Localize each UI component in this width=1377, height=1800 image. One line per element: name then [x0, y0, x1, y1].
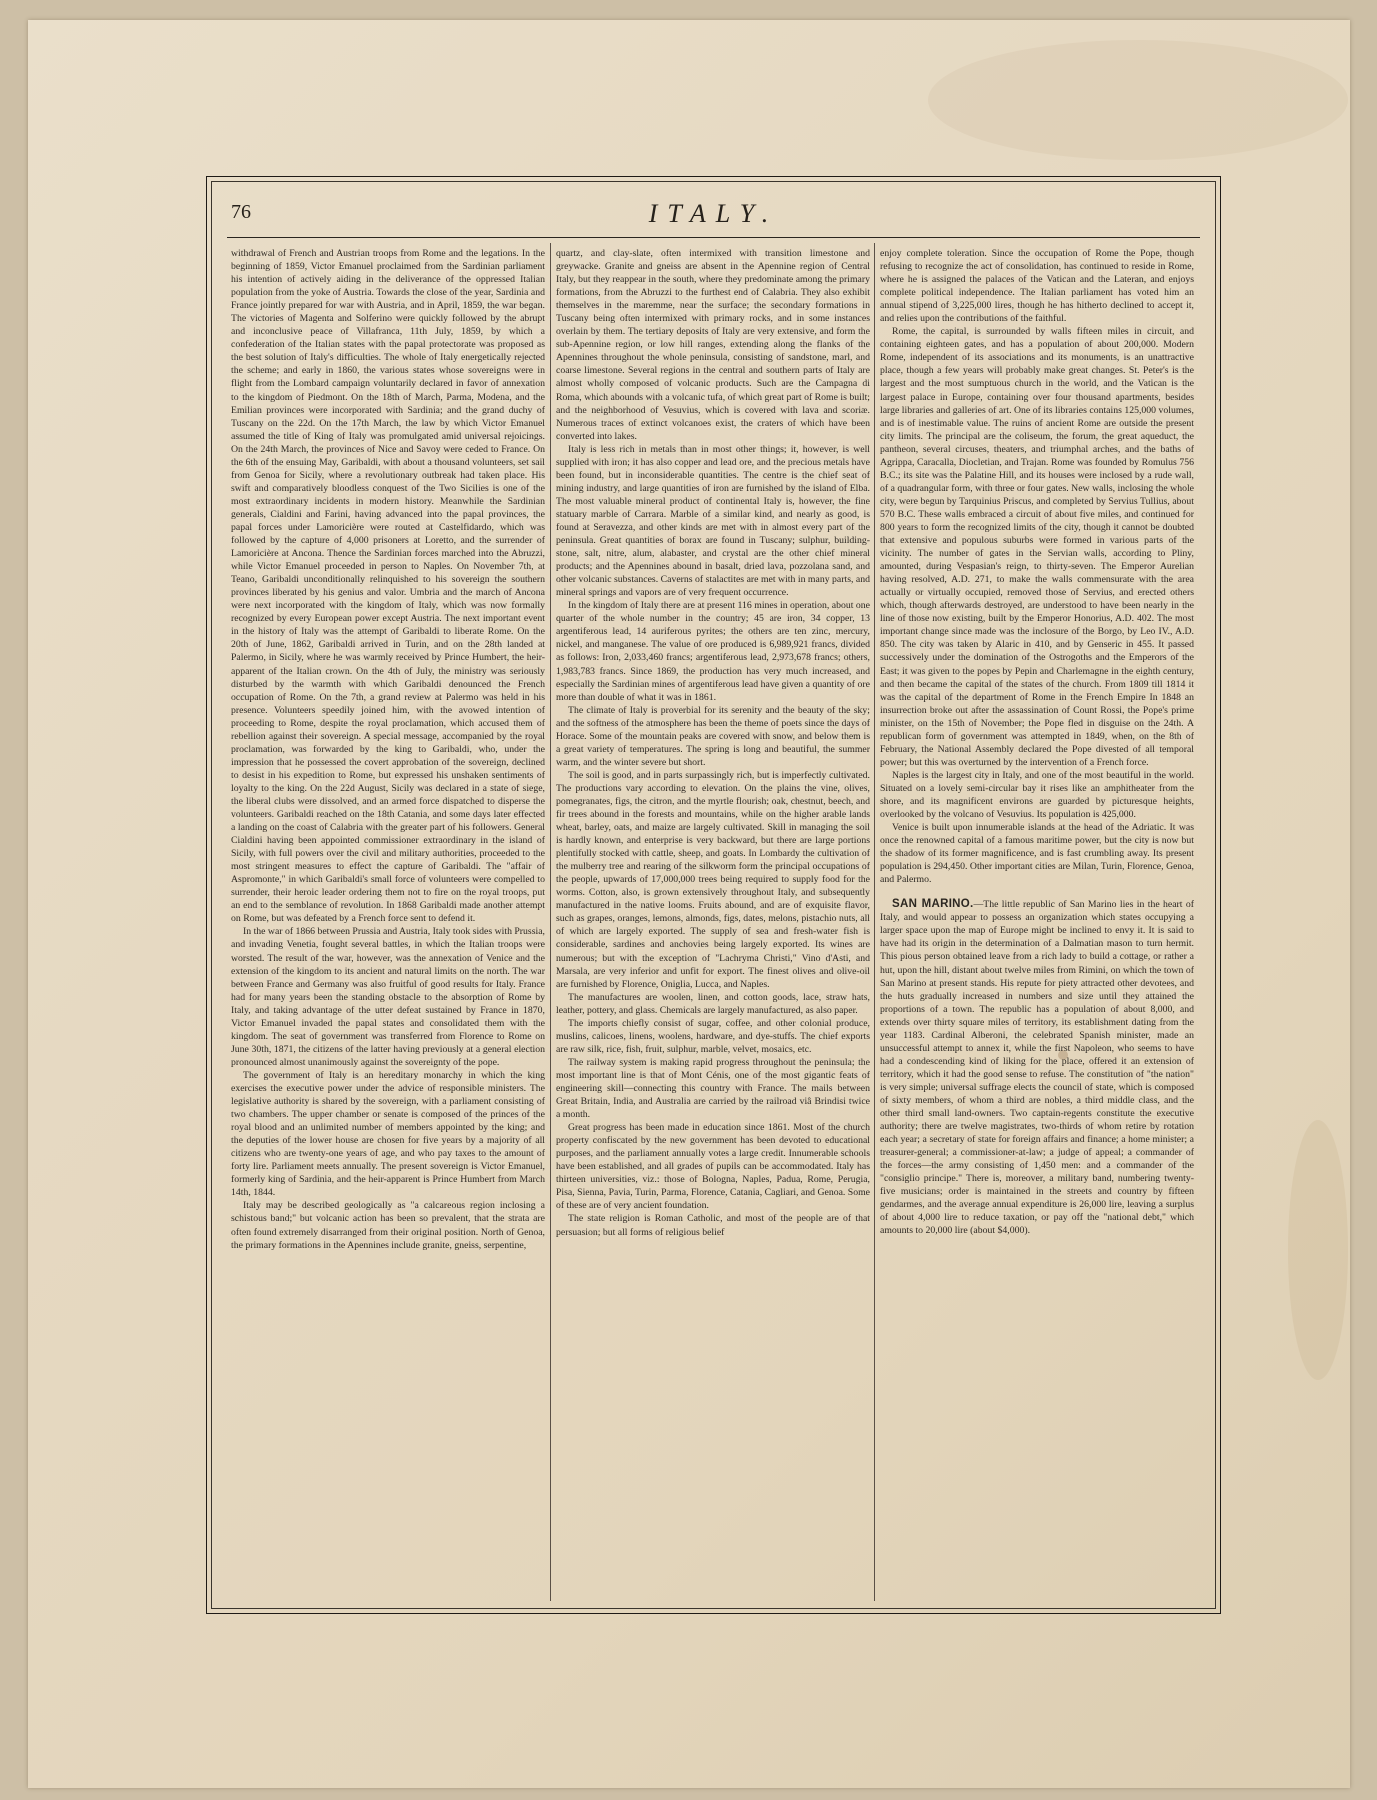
text-column-3: [880, 247, 1194, 1599]
paragraph: Venice is built upon innumerable islands at the head of the Adriatic. It was once the renowned capital of a famous maritime power, but the city is now but the shadow of its former magnificence, and is fast crumbling away. Its present population is 294,450. Other important cities are Milan, Turin, Florence, Genoa, and Palermo.: [880, 822, 1194, 886]
paragraph: The railway system is making rapid progress throughout the peninsula; the most important line is that of Mont Cénis, one of the most gigantic feats of engineering skill—connecting this country with France. The mails between Great Britain, India, and Australia are carried by the railroad viâ Brindisi twice a month.: [556, 1056, 870, 1121]
column-divider: [550, 243, 551, 1601]
text-column-2: [556, 247, 870, 1599]
section-text: —The little republic of San Marino lies in the heart of Italy, and would appear to possess an organization which states occupying a larger space upon the map of Europe might be inclined to envy it. It is said to have had its origin in the determination of a Dalmatian mason to turn hermit. This pious person obtained leave from a rich lady to build a cottage, or rather a hut, upon the hill, distant about twelve miles from Rimini, on which the town of San Marino at present stands. His repute for piety attracted other devotees, and the huts gradually increased in numbers and size until they attained the proportions of a town. The republic has a population of about 8,000, and extends over thirty square miles of territory, its establishment dating from the year 1183. Cardinal Alberoni, the celebrated Spanish minister, made an unsuccessful attempt to annex it, while the first Napoleon, who seems to have had a condescending kind of liking for the place, offered it an extension of territory, which it had the good sense to refuse. The constitution of "the nation" is very simple; universal suffrage elects the council of state, which is composed of sixty members, of whom a third are nobles, a third middle class, and the other third small land-owners. Two captain-regents constitute the executive authority; there are twelve magistrates, two-thirds of whom retire by rotation each year; a secretary of state for foreign affairs and finance; a home minister; a treasurer-general; a commissioner-at-law; a judge of appeal; a commander of the forces—the army consisting of 1,450 men: and a commander of the "consiglio principe." There is, moreover, a military band, numbering twenty-five musicians; order is maintained in the streets and country by fifteen gendarmes, and the average annual expenditure is 26,000 lire, leaving a surplus of about 4,000 lire to reduce taxation, or pay off the "national debt," which amounts to 20,000 lire (about $4,000).: [880, 899, 1194, 1237]
paragraph: The manufactures are woolen, linen, and cotton goods, lace, straw hats, leather, pottery, and glass. Chemicals are largely manufactured, as also paper.: [556, 991, 870, 1016]
paragraph: The climate of Italy is proverbial for its serenity and the beauty of the sky; and the softness of the atmosphere has been the theme of poets since the days of Horace. Some of the mountain peaks are covered with snow, and below them is a great variety of temperatures. The spring is long and beautiful, the summer warm, and the winter severe but short.: [556, 704, 870, 768]
paragraph: Great progress has been made in education since 1861. Most of the church property confiscated by the new government has been devoted to educational purposes, and the parliament annually votes a large credit. Innumerable schools have been established, and all grades of pupils can be accommodated. Italy has thirteen universities, viz.: those of Bologna, Naples, Padua, Rome, Perugia, Pisa, Sienna, Pavia, Turin, Parma, Florence, Catania, Cagliari, and Genoa. Some of these are of very ancient foundation.: [556, 1122, 870, 1212]
paragraph: The imports chiefly consist of sugar, coffee, and other colonial produce, muslins, calicoes, linens, woolens, hardware, and dye-stuffs. The chief exports are raw silk, rice, fish, fruit, sulphur, marble, velvet, mosaics, etc.: [556, 1017, 870, 1055]
paragraph: Rome, the capital, is surrounded by walls fifteen miles in circuit, and containing eighteen gates, and has a population of about 200,000. Modern Rome, independent of its associations and its monuments, is an unattractive place, though a few years will probably make great changes. St. Peter's is the largest and the most sumptuous church in the world, and the Vatican is the largest palace in Europe, containing over four thousand apartments, besides large libraries and galleries of art. One of its libraries contains 125,000 volumes, and is of inestimable value. The ruins of ancient Rome are outside the present city limits. The principal are the coliseum, the forum, the great aqueduct, the pantheon, several circuses, theaters, and triumphal arches, and the baths of Agrippa, Caracalla, Diocletian, and Trajan. Rome was founded by Romulus 756 B.C.; its site was the Palatine Hill, and its houses were inclosed by a rude wall, of a quadrangular form, with three or four gates. New walls, inclosing the whole city, were begun by Tarquinius Priscus, and completed by Servius Tullius, about 570 B.C. These walls embraced a circuit of about five miles, and continued for 800 years to form the recognized limits of the city, though it cannot be doubted that extensive and populous suburbs were formed in various parts of the vicinity. The number of gates in the Servian walls, according to Pliny, amounted, during Vespasian's reign, to thirty-seven. The Emperor Aurelian having resolved, A.D. 271, to make the walls commensurate with the area actually or virtually occupied, removed those of Servius, and erected others which, though afterwards destroyed, are understood to have been nearly in the line of those now existing, built by the Emperor Honorius, A.D. 402. The most important change since made was the inclosure of the Borgo, by Leo IV., A.D. 850. The city was taken by Alaric in 410, and by Genseric in 455. It passed successively under the domination of the Ostrogoths and the Emperors of the East; it was given to the popes by Pepin and Charlemagne in the eighth century, and then became the capital of the states of the church. From 1809 till 1814 it was the capital of the department of Rome in the French Empire In 1848 an insurrection broke out after the assassination of Count Rossi, the Pope's prime minister, on the 15th of November; the Pope fled in disguise on the 24th. A republican form of government was attempted in 1849, when, on the 8th of February, the National Assembly declared the Pope divested of all temporal power; but this was overturned by the intervention of a French force.: [880, 326, 1194, 768]
paragraph: The state religion is Roman Catholic, and most of the people are of that persuasion; but all forms of religious belief: [556, 1213, 870, 1238]
paragraph: In the war of 1866 between Prussia and Austria, Italy took sides with Prussia, and invading Venetia, fought several battles, in which the Italian troops were worsted. The result of the war, however, was the annexation of Venice and the extension of the kingdom to its ancient and natural limits on the north. The war between France and Germany was also fruitful of good results for Italy. France had for many years been the standing obstacle to the absorption of Rome by Italy, and taking advantage of the utter defeat sustained by France in 1870, Victor Emanuel invaded the papal states and consolidated them with the kingdom. The seat of government was transferred from Florence to Rome on June 30th, 1871, the citizens of the latter having previously at a general election pronounced almost unanimously against the sovereignty of the pope.: [231, 926, 545, 1068]
paragraph: Naples is the largest city in Italy, and one of the most beautiful in the world. Situated on a lovely semi-circular bay it rises like an amphitheater from the shore, and its magnificent environs are guarded by picturesque heights, overlooked by the volcano of Vesuvius. Its population is 425,000.: [880, 769, 1194, 821]
page-frame: [206, 176, 1221, 1614]
paragraph: Italy may be described geologically as "a calcareous region inclosing a schistous band;" but volcanic action has been so prevalent, that the strata are often found extremely disarranged from their original position. North of Genoa, the primary formations in the Apennines include granite, gneiss, serpentine,: [231, 1200, 545, 1251]
paper-stain: [928, 40, 1348, 160]
paragraph: quartz, and clay-slate, often intermixed with transition limestone and greywacke. Granite and gneiss are absent in the Apennine region of Central Italy, but they reappear in the south, where they predominate among the primary formations, from the Abruzzi to the furthest end of Calabria. They also exhibit themselves in the maremme, near the surface; the secondary formations in Tuscany being often intermixed with primary rocks, and in some instances overlain by them. The tertiary deposits of Italy are very extensive, and form the sub-Apennine region, or low hill ranges, extending along the flanks of the Apennines throughout the whole peninsula, consisting of sandstone, marl, and coarse limestone. Several regions in the central and southern parts of Italy are almost wholly composed of volcanic products. Such are the Campagna di Roma, which abounds with a volcanic tufa, of which great part of Rome is built; and the neighborhood of Vesuvius, which is covered with lava and scoriæ. Numerous traces of extinct volcanoes exist, the craters of which have been converted into lakes.: [556, 248, 870, 442]
paragraph: In the kingdom of Italy there are at present 116 mines in operation, about one quarter of the whole number in the country; 45 are iron, 34 copper, 13 argentiferous lead, 14 auriferous pyrites; the others are ten zinc, mercury, nickel, and manganese. The value of ore produced is 6,989,921 francs, divided as follows: Iron, 2,033,460 francs; argentiferous lead, 2,973,678 francs; others, 1,983,783 francs. Since 1869, the production has very much increased, and especially the Sardinian mines of argentiferous lead have given a quantity of ore more than double of what it was in 1861.: [556, 600, 870, 703]
page-number: 76: [231, 201, 251, 223]
paragraph: The government of Italy is an hereditary monarchy in which the king exercises the executive power under the advice of responsible ministers. The legislative authority is shared by the sovereign, with a parliament consisting of two chambers. The upper chamber or senate is composed of the princes of the royal blood and an unlimited number of members appointed by the king; and the deputies of the lower house are chosen for five years by a majority of all citizens who are twenty-one years of age, and who pay taxes to the amount of forty lire. Parliament meets annually. The present sovereign is Victor Emanuel, formerly king of Sardinia, and the heir-apparent is Prince Humbert from March 14th, 1844.: [231, 1069, 545, 1199]
running-title: ITALY.: [648, 199, 779, 228]
paper-sheet: [28, 20, 1350, 1788]
paper-stain: [1288, 1120, 1348, 1380]
text-column-1: [231, 247, 545, 1599]
page-header: [231, 199, 1196, 229]
paragraph: The soil is good, and in parts surpassingly rich, but is imperfectly cultivated. The productions vary according to elevation. On the plains the vine, olives, pomegranates, figs, the citron, and the myrtle flourish; oak, chestnut, beech, and fir trees abound in the forests and mountains, while on the higher arable lands wheat, barley, oats, and maize are largely cultivated. Skill in managing the soil is hardly known, and enterprise is very backward, but there are large portions plentifully stocked with cattle, sheep, and goats. In Lombardy the cultivation of the mulberry tree and rearing of the silkworm form the principal occupations of the people, upwards of 17,000,000 trees being required to supply food for the worms. Cotton, also, is grown extensively throughout Italy, and subsequently manufactured in the native looms. Fruits abound, and are of exquisite flavor, such as grapes, oranges, lemons, almonds, figs, dates, melons, pistachio nuts, all of which are largely exported. The supply of sea and fresh-water fish is considerable, sardines and anchovies being largely exported. Its wines are numerous; but with the exception of "Lachryma Christi," Vino d'Asti, and Marsala, are very inferior and unfit for export. The finest olives and olive-oil are furnished by Florence, Oniglia, Lucca, and Naples.: [556, 769, 870, 990]
section-heading: SAN MARINO.: [892, 898, 974, 911]
column-divider: [874, 243, 875, 1601]
header-rule: [227, 237, 1200, 238]
san-marino-section: [880, 898, 1194, 1237]
paragraph: Italy is less rich in metals than in most other things; it, however, is well supplied with iron; it has also copper and lead ore, and the precious metals have been found, but in inconsiderable quantities. The centre is the chief seat of mining industry, and large quantities of iron are furnished by the island of Elba. The most valuable mineral product of continental Italy is, however, the fine statuary marble of Carrara. Marble of a similar kind, and nearly as good, is found at Seravezza, and other kinds are met with in almost every part of the peninsula. Great quantities of borax are found in Tuscany; sulphur, building-stone, salt, nitre, alum, alabaster, and crystal are the other chief mineral products; and the Apennines abound in basalt, dried lava, pozzolana sand, and other volcanic substances. Caverns of stalactites are met with in many parts, and mineral springs and vapors are of very frequent occurrence.: [556, 443, 870, 599]
paragraph: withdrawal of French and Austrian troops from Rome and the legations. In the beginning of 1859, Victor Emanuel proclaimed from the Sardinian parliament his intention of actively aiding in the deliverance of the oppressed Italian population from the yoke of Austria. Towards the close of the year, Sardinia and France jointly prepared for war with Austria, and in April, 1859, the war began. The victories of Magenta and Solferino were quickly followed by the abrupt and inconclusive peace of Villafranca, 11th July, 1859, by which a confederation of the Italian states with the papal protectorate was proposed as the best solution of Italy's difficulties. The whole of Italy energetically rejected the scheme; and early in 1860, the various states whose sovereigns were in flight from the Lombard campaign voluntarily declared in favor of annexation to the kingdom of Piedmont. On the 18th of March, Parma, Modena, and the Emilian provinces were incorporated with Sardinia; and the grand duchy of Tuscany on the 22d. On the 17th March, the law by which Victor Emanuel assumed the title of King of Italy was promulgated amid universal rejoicings. On the 24th March, the provinces of Nice and Savoy were ceded to France. On the 6th of the ensuing May, Garibaldi, with about a thousand volunteers, set sail from Genoa for Sicily, where a revolutionary outbreak had taken place. His swift and comparatively bloodless conquest of the Two Sicilies is one of the most extraordinary incidents in modern history. Meanwhile the Sardinian generals, Cialdini and Farini, having advanced into the papal provinces, the papal forces under Lamoricière were routed at Castelfidardo, which was followed by the capture of 4,000 prisoners at Loretto, and the surrender of Lamoricière at Ancona. Thence the Sardinian forces marched into the Abruzzi, while Victor Emanuel proceeded in person to Naples. On November 7th, at Teano, Garibaldi unconditionally relinquished to his sovereign the southern provinces liberated by his genius and valor. Umbria and the march of Ancona were next incorporated with the kingdom of Italy, which was now formally recognized by every European power except Austria. The next important event in the history of Italy was the attempt of Garibaldi to liberate Rome. On the 20th of June, 1862, Garibaldi arrived in Turin, and on the 28th landed at Palermo, in Sicily, where he was warmly received by Prince Humbert, the heir-apparent of the Italian crown. On the 4th of July, the ministry was seriously disturbed by the warmth with which Garibaldi denounced the French occupation of Rome. On the 7th, a grand review at Palermo was held in his presence. Volunteers speedily joined him, with the avowed intention of proceeding to Rome, despite the royal proclamation, which accused them of rebellion against their sovereign. A special message, accompanied by the royal proclamation, was forwarded by the king to Garibaldi, who, under the impression that he possessed the covert approbation of the sovereign, declined to desist in his expedition to Rome, but expressed his unshaken sentiments of loyalty to the king. On the 22d August, Sicily was declared in a state of siege, the liberal clubs were dissolved, and an armed force dispatched to disperse the volunteers. Garibaldi reached on the 18th Catania, and some days later effected a landing on the coast of Calabria with the greater part of his followers. General Cialdini having been appointed commissioner extraordinary in the island of Sicily, with full powers over the civil and military authorities, proceeded to the most stringent measures to effect the capture of Garibaldi. The "affair of Aspromonte," in which Garibaldi's small force of volunteers were compelled to surrender, their heroic leader ordering them not to fire on the royal troops, put an end to the semblance of revolution. In 1868 Garibaldi made another attempt on Rome, but was defeated by a French force sent to defend it.: [231, 248, 545, 925]
paragraph: enjoy complete toleration. Since the occupation of Rome the Pope, though refusing to recognize the act of consolidation, has continued to reside in Rome, where he is assigned the palaces of the Vatican and the Lateran, and enjoys complete political independence. The Italian parliament has voted him an annual stipend of 3,225,000 lires, though he has hitherto declined to accept it, and relies upon the contributions of the faithful.: [880, 248, 1194, 325]
